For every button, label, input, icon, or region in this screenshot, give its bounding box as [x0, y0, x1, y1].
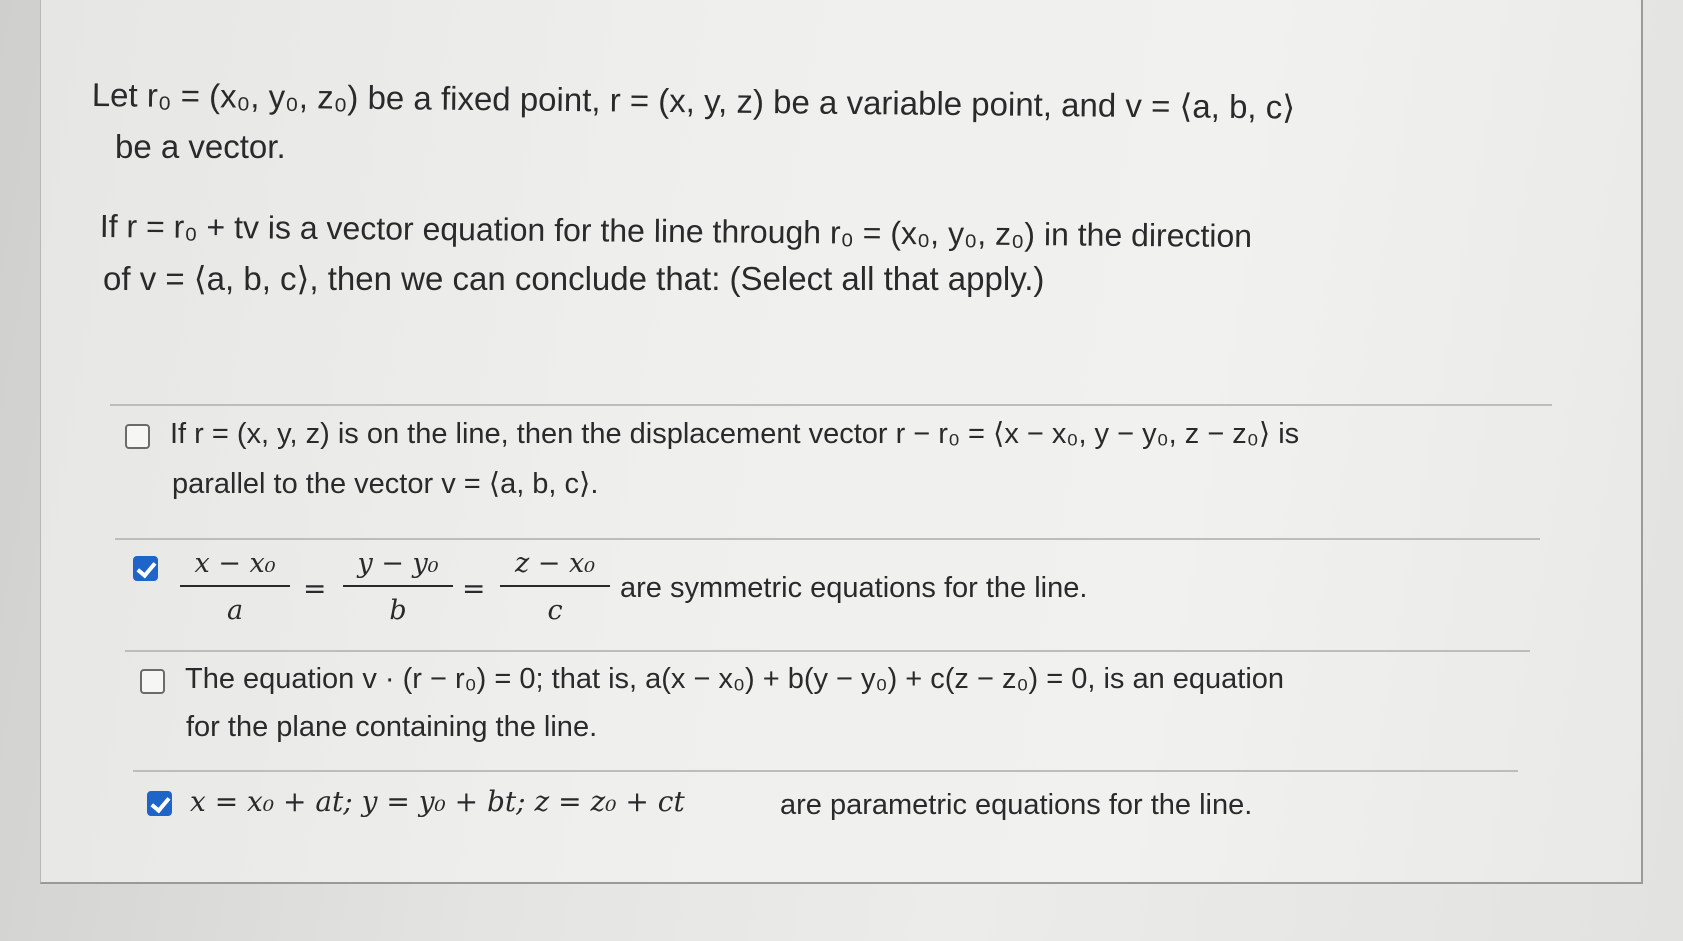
option-1-text-line-2: parallel to the vector v = ⟨a, b, c⟩. — [172, 468, 599, 500]
option-4-math: x = x₀ + at; y = y₀ + bt; z = z₀ + ct — [190, 785, 685, 818]
divider-3 — [133, 770, 1518, 772]
option-4-checkbox[interactable] — [147, 791, 172, 816]
fraction-y: $\frac{\text{y − y₀}}{b}$ — [343, 548, 453, 626]
option-3-checkbox[interactable] — [140, 669, 165, 694]
option-4-suffix: are parametric equations for the line. — [780, 789, 1253, 821]
equals-sign-2: = — [462, 572, 486, 605]
prompt-line-1: Let r₀ = (x₀, y₀, z₀) be a fixed point, r = (x, y, z) be a variable point, and v = ⟨a, b, c⟩ — [91, 76, 1296, 126]
divider-top — [110, 404, 1552, 406]
fraction-x: $\frac{\text{x − x₀}}{a}$ — [180, 548, 290, 626]
equals-sign-1: = — [303, 572, 327, 605]
option-3-text-line-1: The equation v · (r − r₀) = 0; that is, a(x − x₀) + b(y − y₀) + c(z − z₀) = 0, is an equation — [185, 663, 1285, 695]
prompt-line-3: If r = r₀ + tv is a vector equation for the line through r₀ = (x₀, y₀, z₀) in the direction — [99, 208, 1253, 255]
option-2-checkbox[interactable] — [133, 556, 158, 581]
prompt-line-4: of v = ⟨a, b, c⟩, then we can conclude that: (Select all that apply.) — [103, 260, 1045, 297]
divider-1 — [115, 538, 1540, 540]
option-1-text-line-1: If r = (x, y, z) is on the line, then the displacement vector r − r₀ = ⟨x − x₀, y − y₀, z − z₀⟩ is — [170, 418, 1300, 450]
option-1-checkbox[interactable] — [125, 424, 150, 449]
divider-2 — [125, 650, 1530, 652]
prompt-line-2: be a vector. — [115, 128, 286, 165]
option-3-text-line-2: for the plane containing the line. — [186, 711, 598, 743]
fraction-z: $\frac{\text{z − x₀}}{c}$ — [500, 548, 610, 626]
option-2-suffix: are symmetric equations for the line. — [620, 572, 1088, 604]
